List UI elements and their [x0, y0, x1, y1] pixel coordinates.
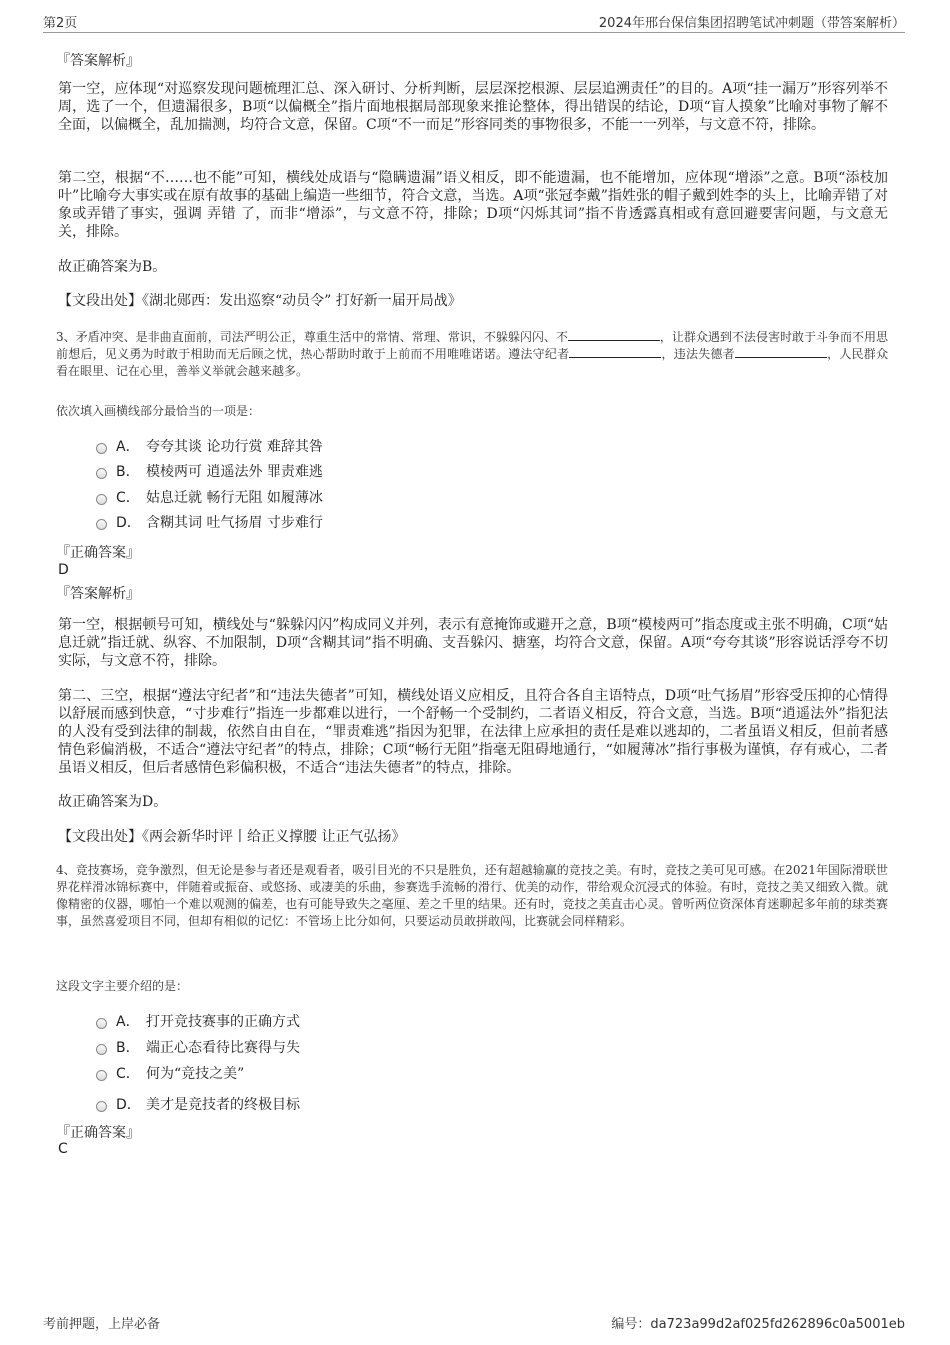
- radio-icon[interactable]: [96, 519, 107, 530]
- question-text: 3、矛盾冲突、是非曲直面前，司法严明公正，尊重生活中的常情、常理、常识，不躲躲闪闪、不: [56, 330, 568, 344]
- option-c[interactable]: C． 姑息迁就 畅行无阻 如履薄冰: [96, 487, 323, 507]
- blank-line: [568, 329, 660, 341]
- analysis-paragraph: 第一空，根据顿号可知，横线处与“躲躲闪闪”构成同义并列，表示有意掩饰或避开之意，B项“模棱两可”指态度或主张不明确，C项“姑息迁就”指迁就、纵容、不加限制，D项“含糊其词”指不明确、支吾躲闪、搪塞，均符合文意，保留。A项“夸夸其谈”形容说话浮夸不切实际，与文意不符，排除。: [58, 617, 888, 669]
- option-a[interactable]: A． 打开竞技赛事的正确方式: [96, 1011, 300, 1031]
- conclusion: 故正确答案为B。: [58, 259, 167, 275]
- blank-line: [735, 346, 827, 358]
- analysis-tag: 『答案解析』: [56, 586, 140, 602]
- page-footer: [43, 1313, 905, 1335]
- question-prompt: 依次填入画横线部分最恰当的一项是：: [56, 404, 261, 418]
- page-number: 第2页: [43, 16, 78, 31]
- page-header: [43, 10, 905, 33]
- correct-answer: C: [58, 1141, 68, 1157]
- analysis-paragraph: 第二空，根据“不……也不能”可知，横线处成语与“隐瞒遗漏”语义相反，即不能遗漏，也不能增加，应体现“增添”之意。B项“添枝加叶”比喻夸大事实或在原有故事的基础上编造一些细节，符合文意，当选。A项“张冠李戴”指姓张的帽子戴到姓李的头上，比喻弄错了对象或弄错了事实，强调 弄错 了，而非“增添”，与文意不符，排除；D项“闪烁其词”指不肯透露真相或有意回避要害问题，与文意无关，排除。: [58, 170, 888, 240]
- radio-icon[interactable]: [96, 1018, 107, 1029]
- correct-answer: D: [58, 562, 69, 578]
- correct-answer-tag: 『正确答案』: [56, 1125, 140, 1141]
- analysis-paragraph: 第二、三空，根据“遵法守纪者”和“违法失德者”可知，横线处语义应相反，且符合各自主语特点，D项“吐气扬眉”形容受压抑的心情得以舒展而感到快意，“寸步难行”指连一步都难以进行，一个舒畅一个受制约，二者语义相反，符合文意，当选。B项“逍遥法外”指犯法的人没有受到法律的制裁，依然自由自在，“罪责难逃”指因为犯罪，在法律上应承担的责任是难以逃却的，二者虽语义相反，但前者感情色彩偏消极，不适合“遵法守纪者”的特点，排除；C项“畅行无阻”指毫无阻碍地通行，“如履薄冰”指行事极为谨慎，存有戒心，二者虽语义相反，但后者感情色彩偏积极，不适合“违法失德者”的特点，排除。: [58, 688, 888, 776]
- analysis-tag: 『答案解析』: [56, 53, 140, 69]
- radio-icon[interactable]: [96, 1070, 107, 1081]
- radio-icon[interactable]: [96, 1044, 107, 1055]
- analysis-paragraph: 第一空，应体现“对巡察发现问题梳理汇总、深入研讨、分析判断，层层深挖根源、层层追溯责任”的目的。A项“挂一漏万”形容列举不周，选了一个，但遗漏很多，B项“以偏概全”指片面地根据局部现象来推论整体，得出错误的结论，D项“盲人摸象”比喻对事物了解不全面，以偏概全，乱加揣测，均符合文意，保留。C项“不一而足”形容同类的事物很多，不能一一列举，与文意不符，排除。: [58, 81, 888, 133]
- question-stem: 4、竞技赛场，竞争激烈，但无论是参与者还是观看者，吸引目光的不只是胜负，还有超越输赢的竞技之美。有时，竞技之美可见可感。在2021年国际滑联世界花样滑冰锦标赛中，伴随着或振奋、或悠扬、或凄美的乐曲，参赛选手流畅的滑行、优美的动作，带给观众沉浸式的体验。有时，竞技之美又细致入微。就像精密的仪器，哪怕一个难以观测的偏差，也有可能导致失之毫厘、差之千里的结果。还有时，竞技之美直击心灵。曾听两位资深体育迷聊起多年前的球类赛事，虽然喜爱项目不同，但却有相似的记忆：不管场上比分如何，只要运动员敢拼敢闯，比赛就会同样精彩。: [56, 863, 888, 928]
- blank-line: [569, 346, 661, 358]
- option-d[interactable]: D． 美才是竞技者的终极目标: [96, 1094, 300, 1114]
- question-stem: [56, 329, 888, 380]
- footer-serial: 编号：da723a99d2af025fd262896c0a5001eb: [611, 1317, 905, 1332]
- radio-icon[interactable]: [96, 494, 107, 505]
- radio-icon[interactable]: [96, 1101, 107, 1112]
- source-citation: 【文段出处】《两会新华时评丨给正义撑腰 让正气弘扬》: [58, 829, 406, 845]
- option-c[interactable]: C． 何为“竞技之美”: [96, 1063, 244, 1083]
- option-a[interactable]: A． 夸夸其谈 论功行赏 难辞其咎: [96, 436, 323, 456]
- option-b[interactable]: B． 模棱两可 逍遥法外 罪责难逃: [96, 461, 323, 481]
- source-citation: 【文段出处】《湖北郧西：发出巡察“动员令” 打好新一届开局战》: [58, 293, 462, 309]
- radio-icon[interactable]: [96, 443, 107, 454]
- document-title: 2024年邢台保信集团招聘笔试冲刺题（带答案解析）: [598, 16, 905, 31]
- conclusion: 故正确答案为D。: [58, 794, 168, 810]
- question-prompt: 这段文字主要介绍的是：: [56, 979, 189, 993]
- question-text: ，违法失德者: [661, 347, 735, 361]
- footer-slogan: 考前押题，上岸必备: [43, 1317, 161, 1332]
- option-d[interactable]: D． 含糊其词 吐气扬眉 寸步难行: [96, 512, 323, 532]
- correct-answer-tag: 『正确答案』: [56, 545, 140, 561]
- question-text: ，人民群众看在眼里、记在心里，善举义举就会越来越多。: [56, 347, 888, 378]
- radio-icon[interactable]: [96, 468, 107, 479]
- question-text: ，让群众遇到不法侵害时敢于斗争而不用思前想后，见义勇为时敢于相助而无后顾之忧，热心帮助时敢于上前而不用唯唯诺诺。遵法守纪者: [56, 330, 888, 361]
- option-b[interactable]: B． 端正心态看待比赛得与失: [96, 1037, 300, 1057]
